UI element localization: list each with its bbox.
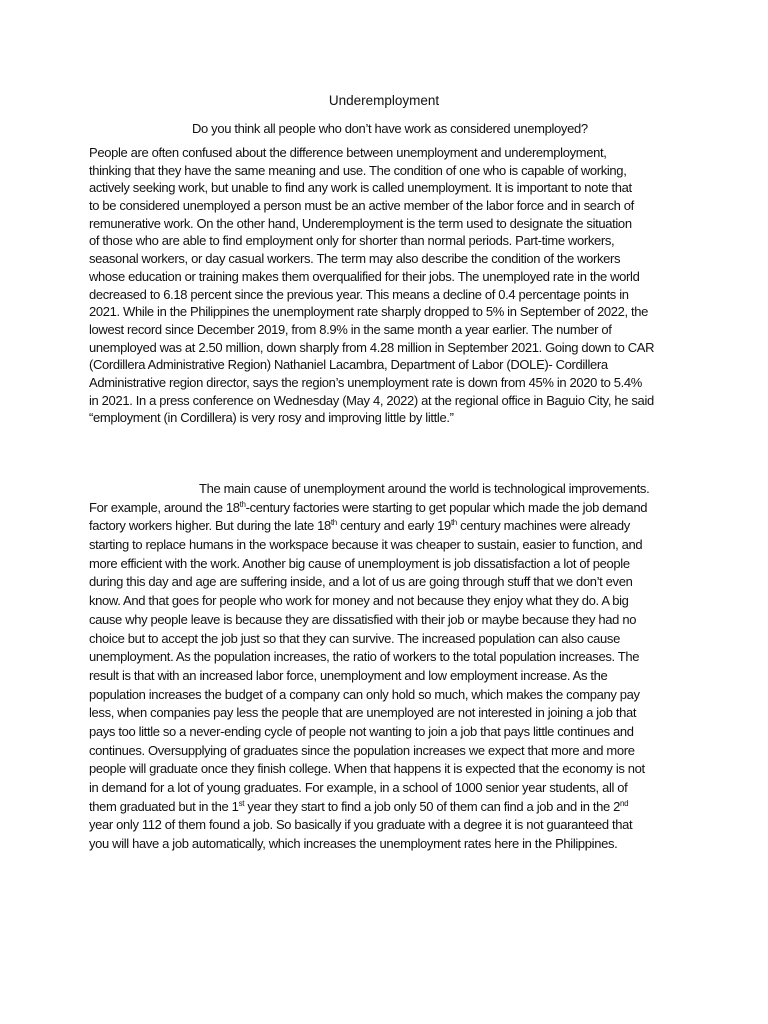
text-line — [89, 374, 709, 392]
text-line — [89, 648, 709, 667]
superscript: th — [450, 518, 457, 528]
text-line — [89, 779, 709, 798]
document-title — [0, 93, 768, 108]
line-text: people will graduate once they finish college. When that happens it is expected that the economy is not — [89, 761, 645, 777]
title-text: Underemployment — [328, 93, 440, 108]
line-text: thinking that they have the same meaning and use. The condition of one who is capable of working, — [89, 162, 627, 178]
text-line — [89, 835, 709, 854]
text-line — [89, 704, 709, 723]
line-text: factory workers higher. But during the late 18 — [89, 518, 331, 534]
text-line — [89, 816, 709, 835]
line-text: remunerative work. On the other hand, Underemployment is the term used to designate the situation — [89, 215, 632, 231]
text-line — [89, 630, 709, 649]
line-text: unemployed was at 2.50 million, down sharply from 4.28 million in September 2021. Going down to CAR — [89, 339, 655, 355]
line-text: century and early 19 — [336, 518, 451, 534]
superscript: th — [239, 499, 246, 509]
text-line — [89, 611, 709, 630]
text-line — [89, 197, 709, 215]
text-line — [89, 144, 709, 162]
text-line — [89, 321, 709, 339]
text-line — [89, 303, 709, 321]
text-line — [89, 536, 709, 555]
line-text: starting to replace humans in the workspace because it was cheaper to sustain, easier to function, and — [89, 537, 643, 553]
text-line — [89, 268, 709, 286]
line-text: People are often confused about the difference between unemployment and underemployment, — [89, 145, 607, 160]
text-line — [89, 592, 709, 611]
line-text: seasonal workers, or day casual workers. The term may also describe the condition of the workers — [89, 251, 621, 267]
text-line — [89, 573, 709, 592]
line-text: population increases the budget of a company can only hold so much, which makes the company pay — [89, 686, 640, 702]
line-text: -century factories were starting to get popular which made the job demand — [245, 499, 648, 515]
line-text: pays too little so a never-ending cycle of people not wanting to join a job that pays little continues and — [89, 723, 634, 739]
line-text: Administrative region director, says the region’s unemployment rate is down from 45% in 2020 to 5.4% — [89, 374, 642, 390]
line-text: continues. Oversupplying of graduates since the population increases we expect that more and more — [89, 742, 635, 758]
line-text: decreased to 6.18 percent since the previous year. This means a decline of 0.4 percentage points in — [89, 286, 629, 302]
text-line — [89, 286, 709, 304]
text-line — [89, 250, 709, 268]
text-line — [89, 392, 709, 410]
line-text: The main cause of unemployment around the world is technological improvements. — [199, 481, 650, 496]
line-text: whose education or training makes them overqualified for their jobs. The unemployed rate in the world — [89, 268, 640, 284]
text-line — [89, 409, 709, 427]
line-text: “employment (in Cordillera) is very rosy and improving little by little.” — [89, 410, 454, 426]
line-text: lowest record since December 2019, from 8.9% in the same month a year earlier. The number of — [89, 321, 612, 337]
line-text: choice but to accept the job just so that they can survive. The increased population can also cause — [89, 630, 620, 646]
intro-question: Do you think all people who don’t have work as considered unemployed? — [192, 121, 588, 136]
text-line — [89, 499, 709, 518]
line-text: (Cordillera Administrative Region) Nathaniel Lacambra, Department of Labor (DOLE)- Cordillera — [89, 357, 608, 373]
text-line — [89, 232, 709, 250]
text-line — [89, 667, 709, 686]
paragraph-1 — [89, 120, 709, 427]
text-line — [89, 686, 709, 705]
line-text: in demand for a lot of young graduates. For example, in a school of 1000 senior year students, all of — [89, 780, 628, 795]
paragraph-2 — [89, 480, 709, 854]
line-text: know. And that goes for people who work for money and not because they enjoy what they do. A big — [89, 593, 629, 609]
line-text: unemployment. As the population increases, the ratio of workers to the total population increases. The — [89, 649, 640, 665]
line-text: year they start to find a job only 50 of them can find a job and in the 2 — [244, 798, 621, 814]
text-line — [89, 356, 709, 374]
superscript: th — [330, 518, 337, 528]
line-text: century machines were already — [456, 518, 630, 534]
text-line — [89, 798, 709, 817]
text-line — [89, 555, 709, 574]
line-text: in 2021. In a press conference on Wednesday (May 4, 2022) at the regional office in Baguio City, he said — [89, 392, 654, 408]
line-text: actively seeking work, but unable to find any work is called unemployment. It is important to note that — [89, 180, 632, 196]
line-text: 2021. While in the Philippines the unemployment rate sharply dropped to 5% in September of 2022, the — [89, 304, 649, 320]
text-line — [89, 339, 709, 357]
line-text: result is that with an increased labor force, unemployment and low employment increase. As the — [89, 667, 608, 683]
line-text: of those who are able to find employment only for shorter than normal periods. Part-time workers, — [89, 233, 615, 249]
text-line — [89, 162, 709, 180]
line-text: more efficient with the work. Another big cause of unemployment is job dissatisfaction a lot of people — [89, 555, 630, 571]
text-line — [89, 480, 709, 499]
text-line — [89, 179, 709, 197]
line-text: year only 112 of them found a job. So basically if you graduate with a degree it is not guaranteed that — [89, 817, 633, 833]
text-line — [89, 517, 709, 536]
text-line — [89, 742, 709, 761]
line-text: For example, around the 18 — [89, 499, 240, 515]
text-line — [89, 723, 709, 742]
line-text: during this day and age are suffering inside, and a lot of us are going through stuff that we don’t even — [89, 574, 633, 590]
line-text: to be considered unemployed a person must be an active member of the labor force and in search of — [89, 198, 634, 214]
superscript: st — [238, 798, 245, 808]
line-text: them graduated but in the 1 — [89, 798, 239, 814]
line-text: less, when companies pay less the people that are unemployed are not interested in joining a job that — [89, 705, 637, 721]
line-text: you will have a job automatically, which increases the unemployment rates here in the Philippines. — [89, 836, 618, 852]
superscript: nd — [620, 798, 629, 808]
line-text: cause why people leave is because they are dissatisfied with their job or maybe because they had no — [89, 611, 637, 627]
text-line — [89, 760, 709, 779]
text-line — [89, 215, 709, 233]
